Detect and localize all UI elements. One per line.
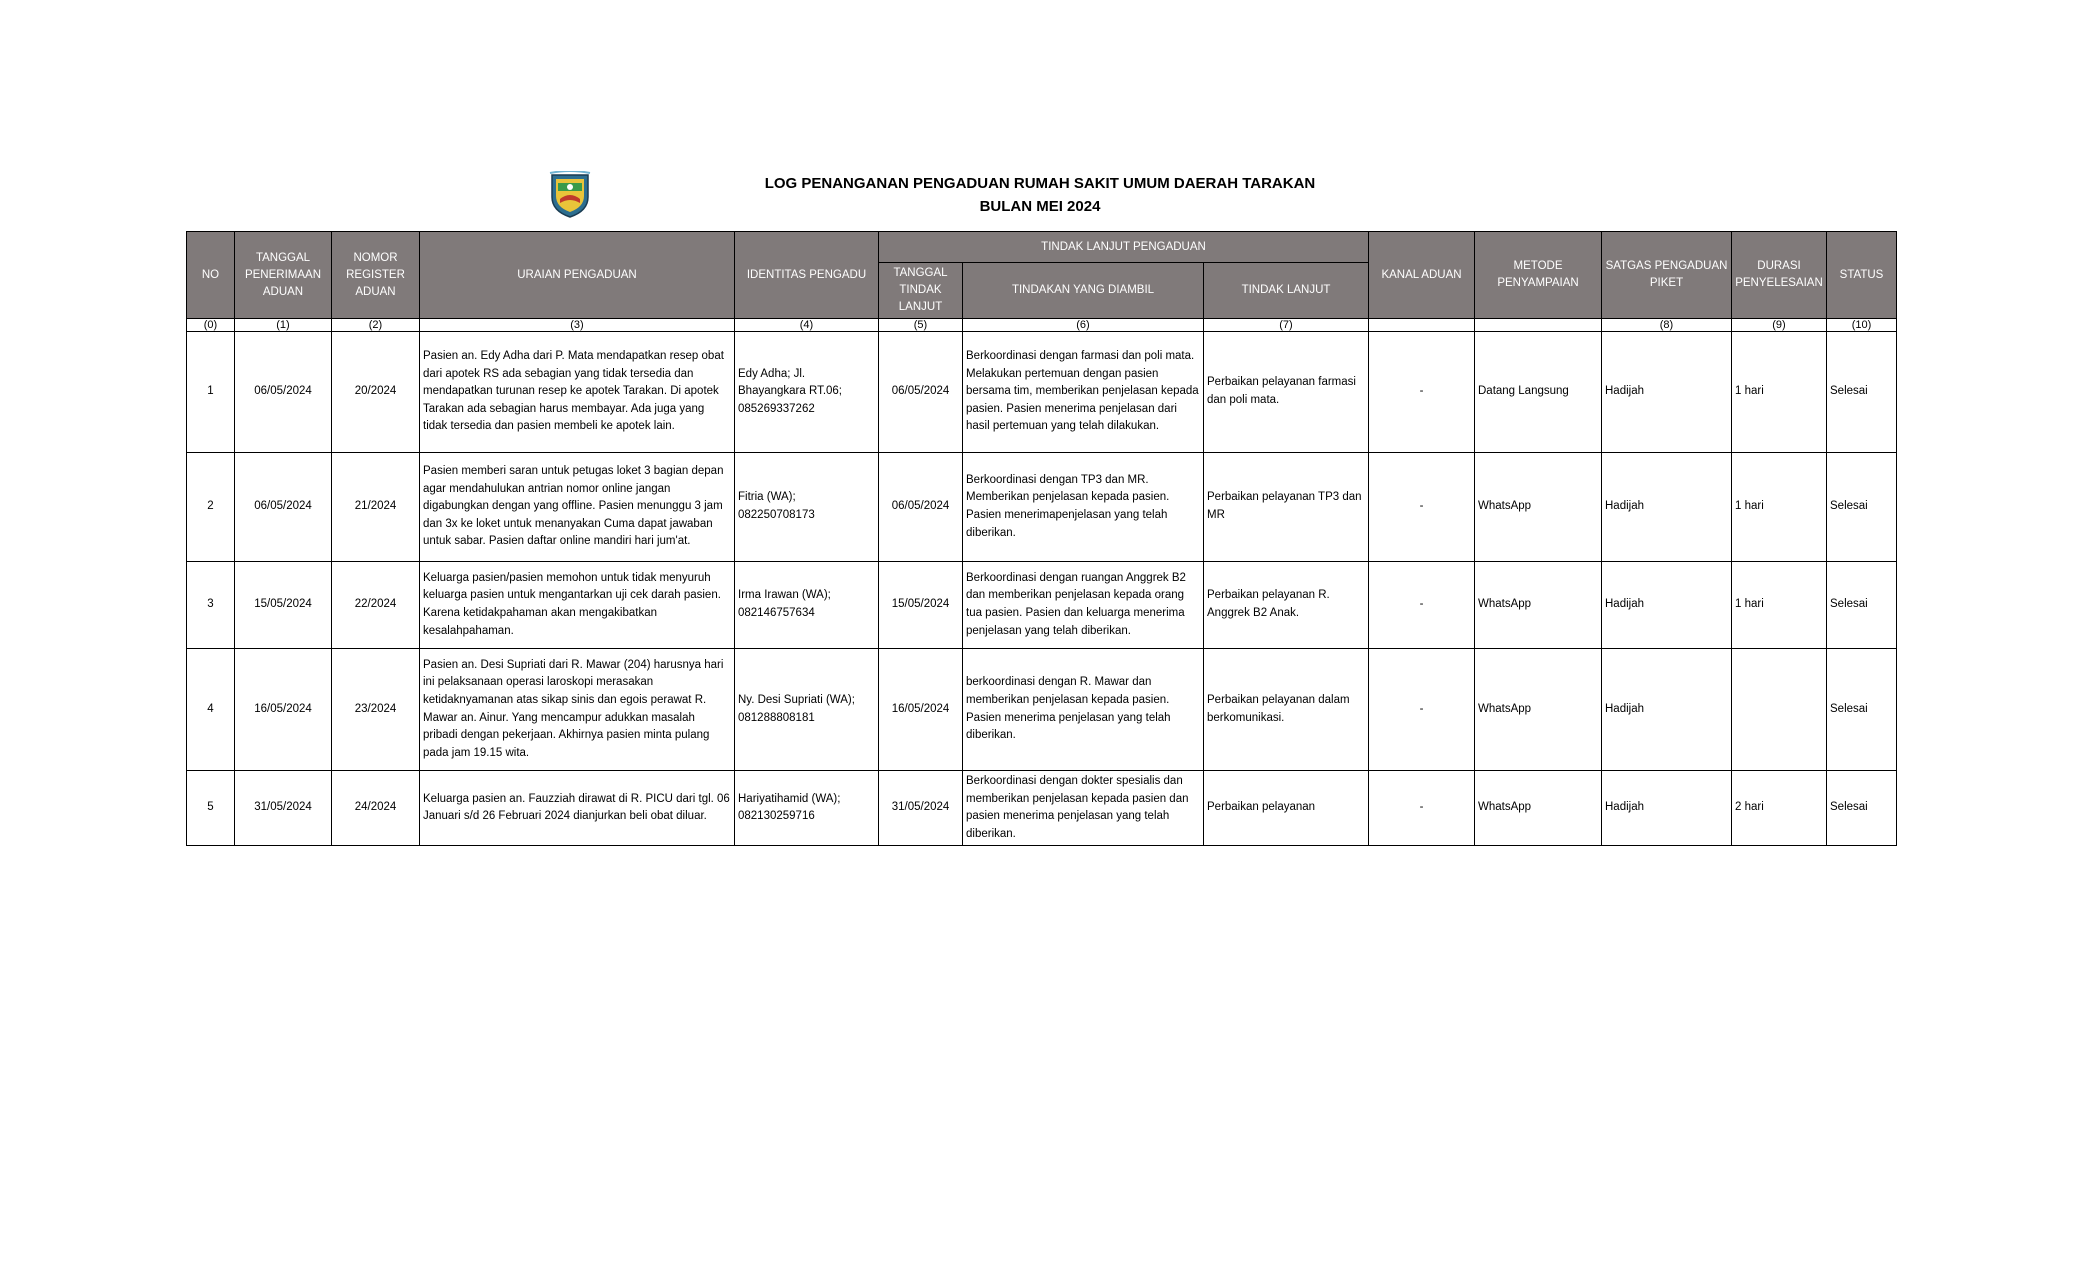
cell-uraian: Pasien memberi saran untuk petugas loket 3 bagian depan agar mendahulukan antrian nomor online jangan digabungkan dengan yang offline. Pasien menunggu 3 jam dan 3x ke loket untuk menanyakan Cuma dapat jawaban untuk sabar. Pasien daftar online mandiri hari jum'at. — [420, 453, 735, 562]
cell-identitas: Ny. Desi Supriati (WA); 081288808181 — [735, 649, 879, 771]
column-number: (9) — [1732, 319, 1827, 332]
header-status: STATUS — [1827, 232, 1897, 319]
column-number: (7) — [1204, 319, 1369, 332]
cell-satgas: Hadijah — [1602, 332, 1732, 453]
cell-tindakan: Berkoordinasi dengan farmasi dan poli mata. Melakukan pertemuan dengan pasien bersama tim, memberikan penjelasan kepada pasien. Pasien menerima penjelasan dari hasil pertemuan yang telah dilakukan. — [963, 332, 1204, 453]
cell-nomor: 24/2024 — [332, 771, 420, 846]
header-tindak-lanjut-group: TINDAK LANJUT PENGADUAN — [879, 232, 1369, 263]
column-number: (3) — [420, 319, 735, 332]
header-tanggal-tindak-lanjut: TANGGAL TINDAK LANJUT — [879, 263, 963, 319]
cell-tindakan: Berkoordinasi dengan ruangan Anggrek B2 dan memberikan penjelasan kepada orang tua pasien. Pasien dan keluarga menerima penjelasan yang telah diberikan. — [963, 562, 1204, 649]
cell-tindak-lanjut: Perbaikan pelayanan R. Anggrek B2 Anak. — [1204, 562, 1369, 649]
cell-kanal: - — [1369, 332, 1475, 453]
header-kanal: KANAL ADUAN — [1369, 232, 1475, 319]
header-nomor-register: NOMOR REGISTER ADUAN — [332, 232, 420, 319]
cell-nomor: 21/2024 — [332, 453, 420, 562]
cell-no: 1 — [187, 332, 235, 453]
cell-uraian: Keluarga pasien/pasien memohon untuk tidak menyuruh keluarga pasien untuk mengantarkan uji cek darah pasien. Karena ketidakpahaman akan mengakibatkan kesalahpahaman. — [420, 562, 735, 649]
header-uraian: URAIAN PENGADUAN — [420, 232, 735, 319]
cell-tindakan: berkoordinasi dengan R. Mawar dan memberikan penjelasan kepada pasien. Pasien menerima penjelasan yang telah diberikan. — [963, 649, 1204, 771]
cell-nomor: 20/2024 — [332, 332, 420, 453]
cell-tindak-lanjut: Perbaikan pelayanan dalam berkomunikasi. — [1204, 649, 1369, 771]
cell-status: Selesai — [1827, 562, 1897, 649]
title-line-2: BULAN MEI 2024 — [979, 198, 1101, 215]
column-number-row — [187, 319, 1897, 332]
complaint-log-table — [186, 231, 1897, 846]
cell-status: Selesai — [1827, 332, 1897, 453]
cell-identitas: Hariyatihamid (WA); 082130259716 — [735, 771, 879, 846]
header-satgas: SATGAS PENGADUAN PIKET — [1602, 232, 1732, 319]
cell-status: Selesai — [1827, 453, 1897, 562]
cell-tindak-lanjut: Perbaikan pelayanan TP3 dan MR — [1204, 453, 1369, 562]
cell-metode: WhatsApp — [1475, 453, 1602, 562]
document-title — [700, 172, 1380, 218]
cell-tanggal-tindak-lanjut: 16/05/2024 — [879, 649, 963, 771]
cell-no: 2 — [187, 453, 235, 562]
header-tindakan: TINDAKAN YANG DIAMBIL — [963, 263, 1204, 319]
cell-identitas: Irma Irawan (WA); 082146757634 — [735, 562, 879, 649]
cell-identitas: Edy Adha; Jl. Bhayangkara RT.06; 085269337262 — [735, 332, 879, 453]
cell-durasi: 1 hari — [1732, 453, 1827, 562]
cell-no: 3 — [187, 562, 235, 649]
column-number: (10) — [1827, 319, 1897, 332]
cell-kanal: - — [1369, 453, 1475, 562]
cell-tanggal-tindak-lanjut: 06/05/2024 — [879, 332, 963, 453]
cell-kanal: - — [1369, 562, 1475, 649]
column-number: (8) — [1602, 319, 1732, 332]
cell-kanal: - — [1369, 649, 1475, 771]
cell-durasi: 1 hari — [1732, 332, 1827, 453]
column-number — [1369, 319, 1475, 332]
column-number: (5) — [879, 319, 963, 332]
cell-no: 5 — [187, 771, 235, 846]
header-identitas: IDENTITAS PENGADU — [735, 232, 879, 319]
title-line-1: LOG PENANGANAN PENGADUAN RUMAH SAKIT UMUM DAERAH TARAKAN — [764, 175, 1316, 192]
header-metode: METODE PENYAMPAIAN — [1475, 232, 1602, 319]
cell-satgas: Hadijah — [1602, 771, 1732, 846]
cell-uraian: Pasien an. Desi Supriati dari R. Mawar (204) harusnya hari ini pelaksanaan operasi laroskopi merasakan ketidaknyamanan atas sikap sinis dan egois perawat R. Mawar an. Ainur. Yang mencampur adukkan masalah pribadi dengan pekerjaan. Akhirnya pasien minta pulang pada jam 19.15 wita. — [420, 649, 735, 771]
cell-satgas: Hadijah — [1602, 453, 1732, 562]
header-durasi: DURASI PENYELESAIAN — [1732, 232, 1827, 319]
cell-metode: Datang Langsung — [1475, 332, 1602, 453]
cell-durasi — [1732, 649, 1827, 771]
column-number: (6) — [963, 319, 1204, 332]
cell-durasi: 1 hari — [1732, 562, 1827, 649]
column-number: (2) — [332, 319, 420, 332]
column-number — [1475, 319, 1602, 332]
cell-tanggal: 06/05/2024 — [235, 453, 332, 562]
cell-identitas: Fitria (WA); 082250708173 — [735, 453, 879, 562]
cell-kanal: - — [1369, 771, 1475, 846]
header-row-1 — [187, 232, 1897, 263]
header-tindak-lanjut: TINDAK LANJUT — [1204, 263, 1369, 319]
cell-tanggal: 15/05/2024 — [235, 562, 332, 649]
header-no: NO — [187, 232, 235, 319]
cell-tindak-lanjut: Perbaikan pelayanan — [1204, 771, 1369, 846]
cell-tanggal-tindak-lanjut: 06/05/2024 — [879, 453, 963, 562]
cell-status: Selesai — [1827, 649, 1897, 771]
cell-satgas: Hadijah — [1602, 562, 1732, 649]
cell-metode: WhatsApp — [1475, 771, 1602, 846]
column-number: (0) — [187, 319, 235, 332]
cell-tindak-lanjut: Perbaikan pelayanan farmasi dan poli mata. — [1204, 332, 1369, 453]
cell-status: Selesai — [1827, 771, 1897, 846]
column-number: (1) — [235, 319, 332, 332]
header-tanggal-penerimaan: TANGGAL PENERIMAAN ADUAN — [235, 232, 332, 319]
cell-tanggal-tindak-lanjut: 15/05/2024 — [879, 562, 963, 649]
cell-uraian: Keluarga pasien an. Fauzziah dirawat di R. PICU dari tgl. 06 Januari s/d 26 Februari 2024 dianjurkan beli obat diluar. — [420, 771, 735, 846]
cell-uraian: Pasien an. Edy Adha dari P. Mata mendapatkan resep obat dari apotek RS ada sebagian yang tidak tersedia dan mendapatkan turunan resep ke apotek Tarakan. Di apotek Tarakan ada sebagian harus membayar. Ada juga yang tidak tersedia dan pasien membeli ke apotek lain. — [420, 332, 735, 453]
table-row — [187, 562, 1897, 649]
table-row — [187, 332, 1897, 453]
cell-tanggal: 06/05/2024 — [235, 332, 332, 453]
cell-tanggal-tindak-lanjut: 31/05/2024 — [879, 771, 963, 846]
cell-durasi: 2 hari — [1732, 771, 1827, 846]
cell-metode: WhatsApp — [1475, 562, 1602, 649]
cell-nomor: 23/2024 — [332, 649, 420, 771]
cell-nomor: 22/2024 — [332, 562, 420, 649]
cell-no: 4 — [187, 649, 235, 771]
cell-metode: WhatsApp — [1475, 649, 1602, 771]
cell-satgas: Hadijah — [1602, 649, 1732, 771]
cell-tanggal: 16/05/2024 — [235, 649, 332, 771]
table-row — [187, 649, 1897, 771]
regional-emblem-icon — [548, 171, 592, 219]
cell-tindakan: Berkoordinasi dengan dokter spesialis dan memberikan penjelasan kepada pasien dan pasien menerima penjelasan yang telah diberikan. — [963, 771, 1204, 846]
column-number: (4) — [735, 319, 879, 332]
table-row — [187, 771, 1897, 846]
table-row — [187, 453, 1897, 562]
cell-tindakan: Berkoordinasi dengan TP3 dan MR. Memberikan penjelasan kepada pasien. Pasien menerimapenjelasan yang telah diberikan. — [963, 453, 1204, 562]
cell-tanggal: 31/05/2024 — [235, 771, 332, 846]
